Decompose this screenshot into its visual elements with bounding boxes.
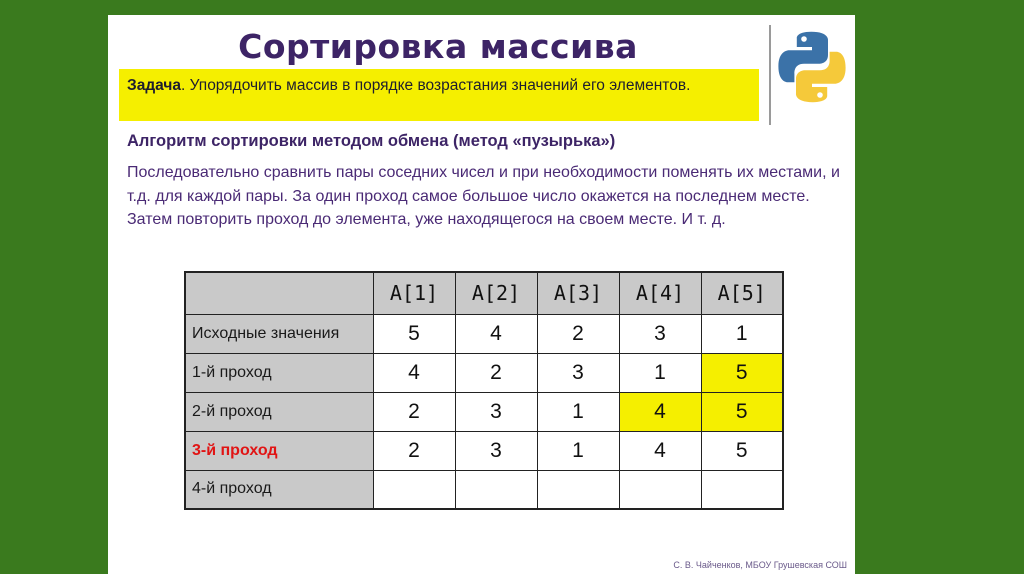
table-cell: 5 xyxy=(373,314,455,353)
table-row xyxy=(185,431,783,470)
sorting-table xyxy=(184,271,784,510)
table-cell-empty xyxy=(619,470,701,509)
table-cell: 2 xyxy=(455,353,537,392)
table-corner-cell xyxy=(185,272,373,314)
table-row xyxy=(185,392,783,431)
row-label: Исходные значения xyxy=(185,314,373,353)
slide-title: Сортировка массива xyxy=(238,27,638,66)
python-logo-icon xyxy=(772,27,852,107)
vertical-divider xyxy=(769,25,771,125)
table-cell: 4 xyxy=(373,353,455,392)
task-box xyxy=(119,69,759,121)
table-cell: 1 xyxy=(537,431,619,470)
table-cell: 5 xyxy=(701,431,783,470)
table-cell: 4 xyxy=(619,431,701,470)
table-cell: 1 xyxy=(619,353,701,392)
table-cell: 2 xyxy=(537,314,619,353)
table-row xyxy=(185,470,783,509)
column-header: A[3] xyxy=(537,272,619,314)
table-cell: 3 xyxy=(537,353,619,392)
table-cell: 3 xyxy=(455,392,537,431)
row-label-current: 3-й проход xyxy=(185,431,373,470)
task-label: Задача xyxy=(127,77,182,94)
table-cell-highlighted: 4 xyxy=(619,392,701,431)
table-cell: 4 xyxy=(455,314,537,353)
table-cell-highlighted: 5 xyxy=(701,392,783,431)
row-label: 4-й проход xyxy=(185,470,373,509)
row-label: 2-й проход xyxy=(185,392,373,431)
table-cell: 3 xyxy=(619,314,701,353)
column-header: A[4] xyxy=(619,272,701,314)
table-cell: 3 xyxy=(455,431,537,470)
column-header: A[5] xyxy=(701,272,783,314)
table-cell: 1 xyxy=(537,392,619,431)
table-cell-empty xyxy=(373,470,455,509)
table-cell: 2 xyxy=(373,392,455,431)
task-text: . Упорядочить массив в порядке возрастания значений его элементов. xyxy=(181,77,691,94)
row-label: 1-й проход xyxy=(185,353,373,392)
column-header: A[2] xyxy=(455,272,537,314)
algorithm-title: Алгоритм сортировки методом обмена (метод «пузырька») xyxy=(127,132,616,150)
table-cell: 2 xyxy=(373,431,455,470)
table-cell-empty xyxy=(537,470,619,509)
table-cell-highlighted: 5 xyxy=(701,353,783,392)
table-row xyxy=(185,353,783,392)
author-credit: С. В. Чайченков, МБОУ Грушевская СОШ xyxy=(673,560,847,570)
table-cell: 1 xyxy=(701,314,783,353)
table-cell-empty xyxy=(455,470,537,509)
slide xyxy=(108,15,855,574)
algorithm-description: Последовательно сравнить пары соседних чисел и при необходимости поменять их местами, и т.д. для каждой пары. За один проход самое большое число окажется на последнем месте. Затем повторить проход до элемента, уже находящегося на своем месте. И т. д. xyxy=(127,164,840,228)
table-row xyxy=(185,314,783,353)
column-header: A[1] xyxy=(373,272,455,314)
table-header-row xyxy=(185,272,783,314)
table-cell-empty xyxy=(701,470,783,509)
